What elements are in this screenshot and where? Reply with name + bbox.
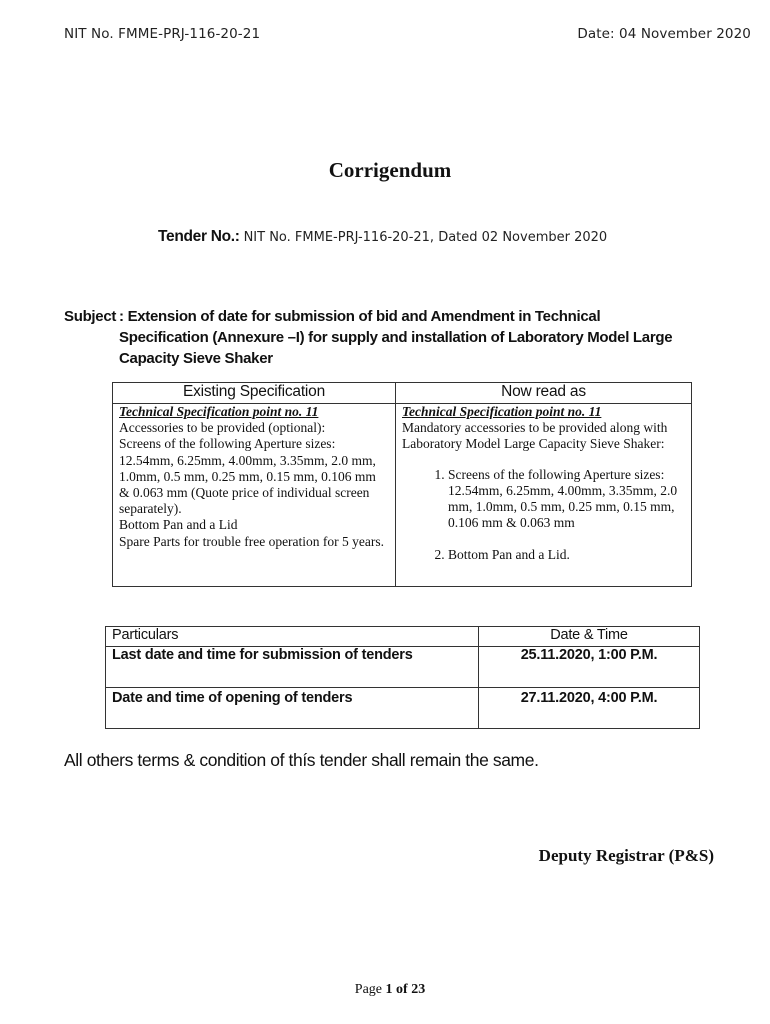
dates-table xyxy=(105,626,700,729)
page-current: 1 xyxy=(385,982,393,997)
existing-spec-line: Bottom Pan and a Lid xyxy=(119,517,238,533)
spec-header-existing: Existing Specification xyxy=(113,383,396,404)
tender-line xyxy=(158,228,607,246)
particular-cell: Last date and time for submission of tenders xyxy=(106,647,479,688)
subject-line-rest: Specification (Annexure –I) for supply and installation of Laboratory Model Large Capacity Sieve Shaker xyxy=(119,329,673,367)
page-total: 23 xyxy=(411,982,426,997)
existing-spec-heading: Technical Specification point no. 11 xyxy=(119,404,319,419)
new-spec-heading: Technical Specification point no. 11 xyxy=(402,404,602,419)
datetime-cell: 27.11.2020, 4:00 P.M. xyxy=(479,688,700,729)
subject-label: Subject xyxy=(64,308,117,325)
specification-table xyxy=(112,382,692,587)
existing-spec-line: Accessories to be provided (optional): xyxy=(119,420,326,436)
subject-block xyxy=(64,306,714,369)
new-spec-item: 2. Bottom Pan and a Lid. xyxy=(448,547,685,563)
document-date: Date: 04 November 2020 xyxy=(577,26,751,42)
page-of: of xyxy=(396,982,408,997)
existing-spec-line: Spare Parts for trouble free operation for 5 years. xyxy=(119,533,385,549)
new-spec-list xyxy=(402,467,685,564)
signature-title: Deputy Registrar (P&S) xyxy=(538,846,714,865)
subject-line-1: : Extension of date for submission of bid and Amendment in Technical xyxy=(119,308,601,325)
particular-cell: Date and time of opening of tenders xyxy=(106,688,479,729)
table-row xyxy=(106,647,700,688)
tender-label: Tender No.: xyxy=(158,228,240,245)
dates-header-datetime: Date & Time xyxy=(479,627,700,647)
page-title: Corrigendum xyxy=(328,158,452,182)
nit-number: NIT No. FMME-PRJ-116-20-21 xyxy=(64,26,261,42)
tender-value: NIT No. FMME-PRJ-116-20-21, Dated 02 November 2020 xyxy=(243,230,608,245)
existing-spec-cell xyxy=(113,404,396,587)
closing-statement: All others terms & condition of thís tender shall remain the same. xyxy=(64,750,539,770)
page-number xyxy=(0,982,770,998)
dates-header-particulars: Particulars xyxy=(106,627,479,647)
page-prefix: Page xyxy=(354,982,383,997)
new-spec-item: 1. Screens of the following Aperture sizes: 12.54mm, 6.25mm, 4.00mm, 3.35mm, 2.0 mm, 1.0mm, 0.5 mm, 0.25 mm, 0.15 mm, 0.106 mm & 0.063 mm xyxy=(448,467,685,532)
spec-header-new: Now read as xyxy=(396,383,692,404)
new-spec-cell xyxy=(396,404,692,587)
datetime-cell: 25.11.2020, 1:00 P.M. xyxy=(479,647,700,688)
table-row xyxy=(106,688,700,729)
new-spec-intro: Mandatory accessories to be provided along with Laboratory Model Large Capacity Sieve Shaker: xyxy=(402,420,668,452)
existing-spec-line: Screens of the following Aperture sizes: 12.54mm, 6.25mm, 4.00mm, 3.35mm, 2.0 mm, 1.0mm, 0.5 mm, 0.25 mm, 0.15 mm, 0.106 mm & 0.063 mm (Quote price of individual screen separately). xyxy=(119,436,376,517)
